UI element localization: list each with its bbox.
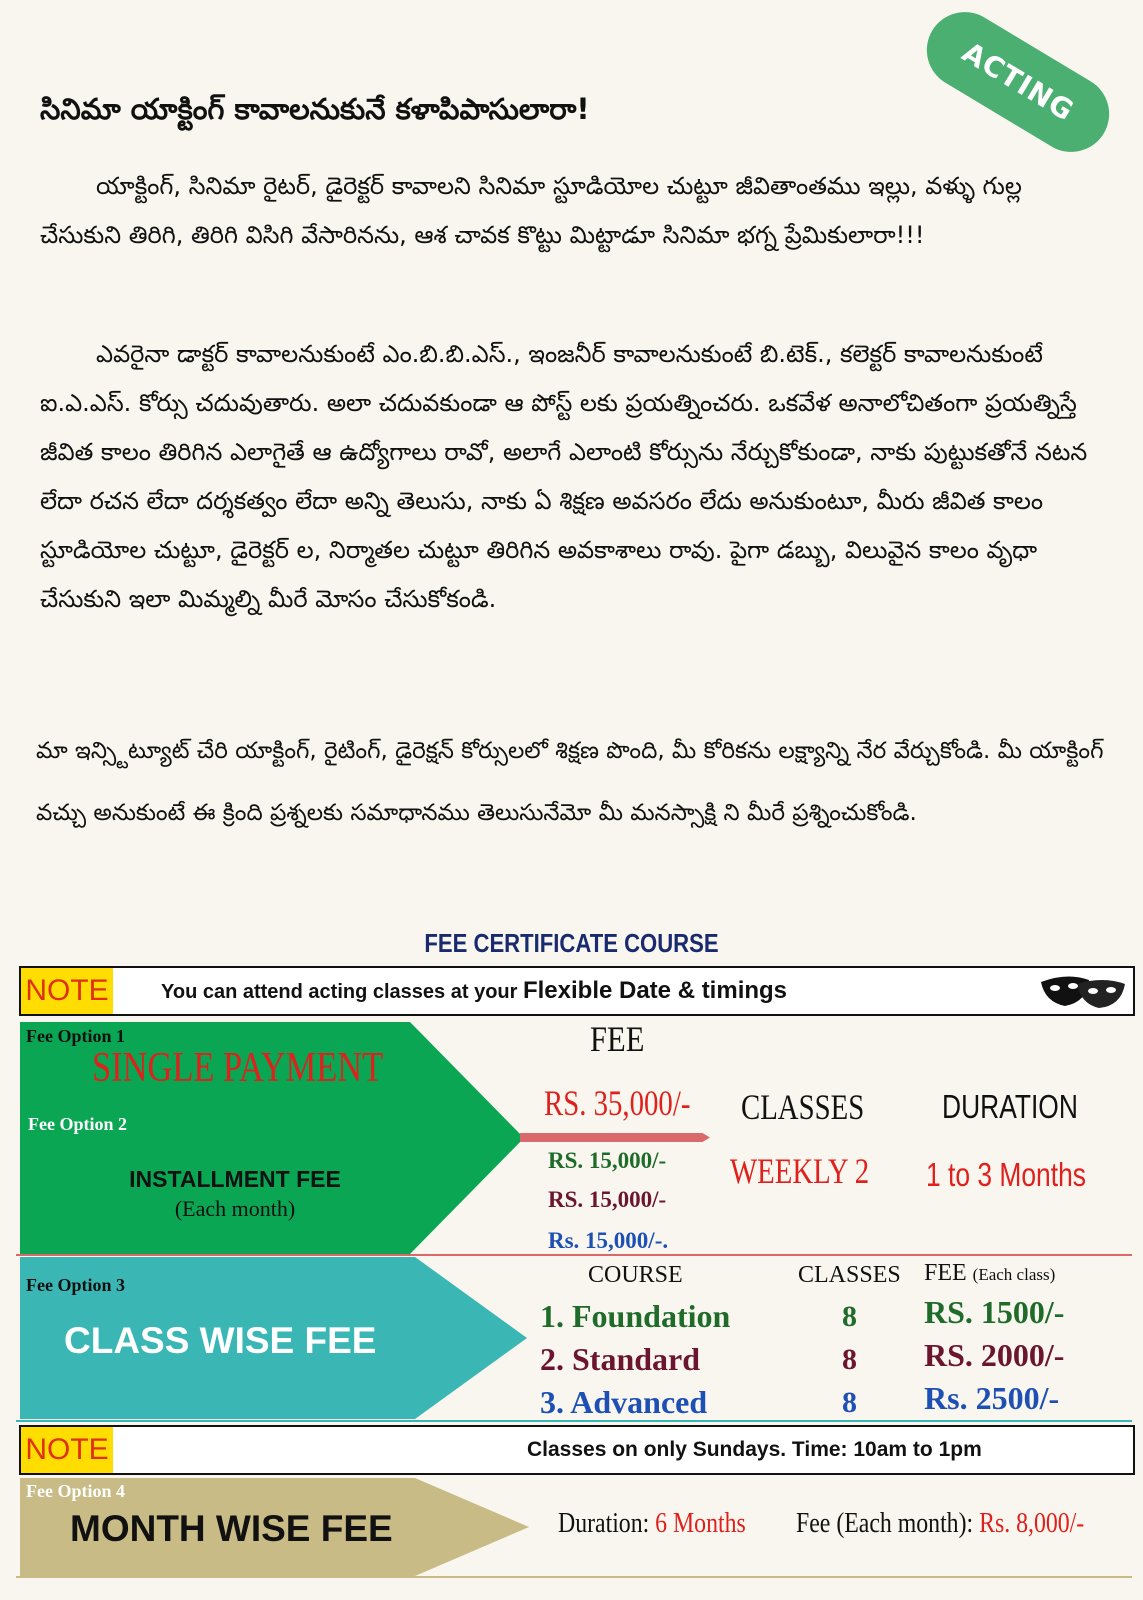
paragraph-2 [40,330,1100,624]
note-text-a: You can attend acting classes at your [161,981,518,1003]
course-row-3-fee: Rs. 2500/- [924,1380,1060,1416]
section-divider-1 [16,1254,1132,1256]
section-divider-2 [16,1420,1132,1422]
duration-value: 1 to 3 Months [926,1156,1086,1193]
month-wise-fee-title: MONTH WISE FEE [70,1508,393,1549]
course-row-2-fee: RS. 2000/- [924,1337,1065,1373]
course-row-3-name: 3. Advanced [540,1384,708,1420]
option3-fee-header-note: (Each class) [972,1265,1056,1284]
class-wise-fee-title: CLASS WISE FEE [64,1320,377,1361]
note-tag-2: NOTE [21,1427,113,1473]
option4-duration [558,1508,746,1540]
option4-fee [796,1508,1084,1540]
divider-line [520,1133,710,1142]
course-row-2-classes: 8 [842,1343,857,1376]
note-2-text: Classes on only Sundays. Time: 10am to 1pm [527,1438,982,1461]
option4-duration-label: Duration: [558,1508,650,1539]
course-row-1-name: 1. Foundation [540,1298,731,1334]
installment-fee-title: INSTALLMENT FEE [129,1166,341,1192]
option3-fee-header [924,1260,1055,1287]
option3-classes-header: CLASSES [798,1262,901,1288]
fee-option-2-label: Fee Option 2 [28,1114,127,1134]
course-row-3-classes: 8 [842,1386,857,1419]
note-bar-flexible [19,966,1135,1016]
course-header: COURSE [588,1262,683,1288]
section-divider-3 [16,1576,1132,1578]
paragraph-2-text: ఎవరైనా డాక్టర్ కావాలనుకుంటే ఎం.బి.బి.ఎస్., ఇంజనీర్ కావాలనుకుంటే బి.టెక్., కలెక్టర్ కావాలనుకుంటే ఐ.ఎ.ఎస్. కోర్సు చదువుతారు. అలా చదువకుండా ఆ పోస్ట్ లకు ప్రయత్నించరు. ఒకవేళ అనాలోచితంగా ప్రయత్నిస్తే జీవిత కాలం తిరిగిన ఎలాగైతే ఆ ఉద్యోగాలు రావో, అలాగే ఎలాంటి కోర్సును నేర్చుకోకుండా, నాకు పుట్టుకతోనే నటన లేదా రచన లేదా దర్శకత్వం లేదా అన్ని తెలుసు, నాకు ఏ శిక్షణ అవసరం లేదు అనుకుంటూ, మీరు జీవిత కాలం స్టూడియోల చుట్టూ, డైరెక్టర్ ల, నిర్మాతల చుట్టూ తిరిగిన అవకాశాలు రావు. పైగా డబ్బు, విలువైన కాలం వృధా చేసుకుని ఇలా మిమ్మల్ని మీరే మోసం చేసుకోకండి. [40,340,1088,613]
fee-header: FEE [590,1019,645,1059]
classes-header: CLASSES [741,1087,865,1127]
note-text-b: Flexible Date & timings [522,977,788,1004]
paragraph-1-text: యాక్టింగ్, సినిమా రైటర్, డైరెక్టర్ కావాలని సినిమా స్టూడియోల చుట్టూ జీవితాంతము ఇల్లు, వళ్ళు గుల్ల చేసుకుని తిరిగి, తిరిగి విసిగి వేసారినను, ఆశ చావక కొట్టు మిట్టాడూ సినిమా భగ్న ప్రేమికులారా!!! [40,172,1022,249]
course-row-1-fee: RS. 1500/- [924,1294,1065,1330]
option4-fee-value: Rs. 8,000/- [979,1508,1085,1539]
fee-option-3-label: Fee Option 3 [26,1275,125,1295]
course-row-2-name: 2. Standard [540,1341,701,1377]
installment-1: RS. 15,000/- [548,1148,667,1173]
single-fee-amount: RS. 35,000/- [544,1083,691,1123]
fee-option-1-label: Fee Option 1 [26,1026,125,1046]
installment-2: RS. 15,000/- [548,1187,667,1212]
duration-header: DURATION [942,1088,1078,1125]
headline: సినిమా యాక్టింగ్ కావాలనుకునే కళాపిపాసులారా! [40,92,590,126]
fee-option-4-label: Fee Option 4 [26,1481,125,1501]
fee-section-title: FEE CERTIFICATE COURSE [424,928,719,958]
note-bar-sundays [19,1425,1135,1475]
option4-duration-value: 6 Months [655,1508,746,1539]
classes-value: WEEKLY 2 [730,1151,870,1191]
note-tag: NOTE [21,968,113,1014]
paragraph-1 [40,162,1100,260]
single-payment-title: SINGLE PAYMENT [92,1045,384,1091]
installment-3: Rs. 15,000/-. [548,1228,669,1253]
course-row-1-classes: 8 [842,1300,857,1333]
option3-fee-header-text: FEE [924,1260,967,1286]
theatre-masks-icon [1037,972,1129,1010]
option4-fee-label: Fee (Each month): [796,1508,974,1539]
installment-fee-subtitle: (Each month) [174,1196,296,1221]
acting-badge: ACTING [913,0,1124,166]
note-text [161,968,787,1014]
paragraph-3: మా ఇన్స్టిట్యూట్ చేరి యాక్టింగ్, రైటింగ్, డైరెక్షన్ కోర్సులలో శిక్షణ పొంది, మీ కోరికను లక్ష్యాన్ని నేర వేర్చుకోండి. మీ యాక్టింగ్ వచ్చు అనుకుంటే ఈ క్రింది ప్రశ్నలకు సమాధానము తెలుసునేమో మీ మనస్సాక్షి ని మీరే ప్రశ్నించుకోండి. [36,738,1104,826]
